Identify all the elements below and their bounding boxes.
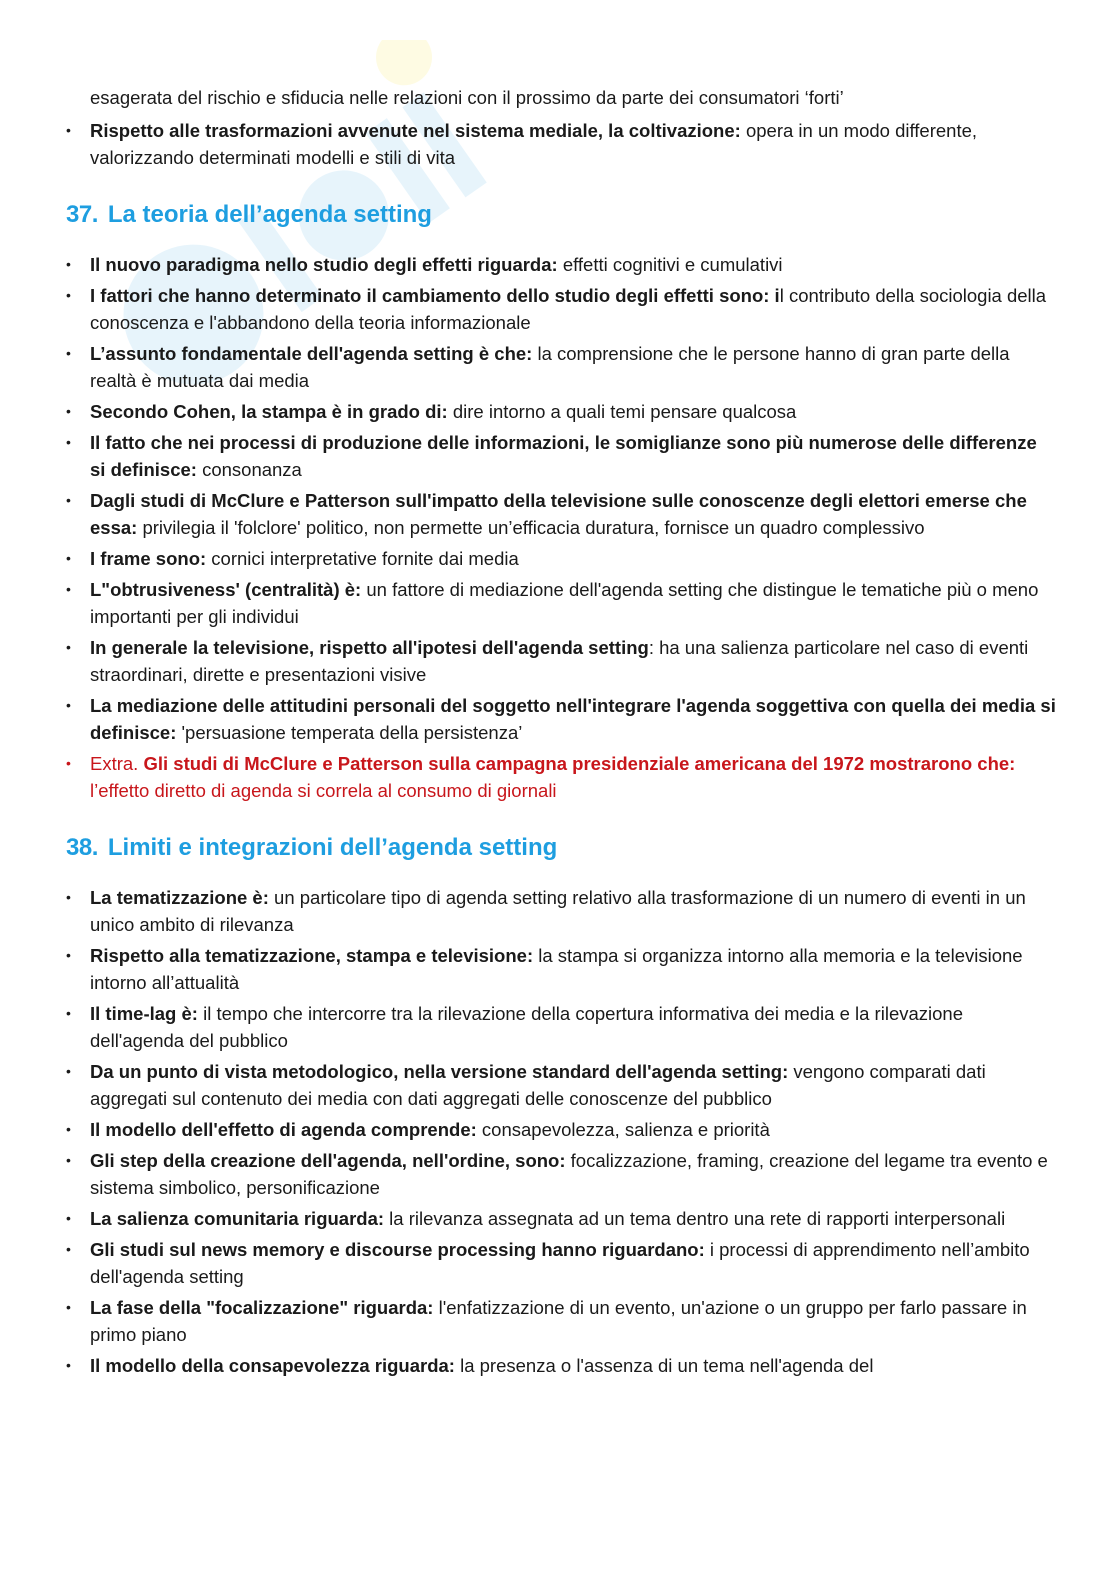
sections-container [66,199,1056,1379]
list-item [66,692,1056,746]
question-text: Il time-lag è: [90,1003,198,1024]
list-item [66,117,1056,171]
question-text: I fattori che hanno determinato il cambiamento dello studio degli effetti sono: i [90,285,780,306]
question-text: Gli studi di McClure e Patterson sulla campagna presidenziale americana del 1972 mostrarono che: [143,753,1016,774]
continuation-text: esagerata del rischio e sfiducia nelle relazioni con il prossimo da parte dei consumatori ‘forti’ [90,87,844,108]
list-item [66,1000,1056,1054]
question-text: Dagli studi di McClure e Patterson sull'impatto della televisione sulle conoscenze degli elettori emerse che essa: [90,490,1027,538]
answer-text: i processi di apprendimento nell’ambito dell'agenda setting [90,1239,1030,1287]
question-text: La tematizzazione è: [90,887,269,908]
answer-text: opera in un modo differente, valorizzando determinati modelli e stili di vita [90,120,978,168]
answer-text: l'enfatizzazione di un evento, un'azione o un gruppo per farlo passare in primo piano [90,1297,1027,1345]
section-heading [66,832,1056,864]
list-item [66,398,1056,425]
section-title: Limiti e integrazioni dell’agenda setting [107,834,558,861]
answer-text: il tempo che intercorre tra la rilevazione della copertura informativa dei media e la rilevazione dell'agenda del pubblico [90,1003,963,1051]
question-text: Il nuovo paradigma nello studio degli effetti riguarda: [90,254,558,275]
section-number: 38. [66,834,98,861]
answer-text: la stampa si organizza intorno alla memoria e la televisione intorno all’attualità [90,945,1023,993]
bullet-list [66,251,1056,804]
question-text: I frame sono: [90,548,207,569]
question-text: L"obtrusiveness' (centralità) è: [90,579,362,600]
answer-text: la presenza o l'assenza di un tema nell'agenda del [454,1355,874,1376]
bullet-list [66,884,1056,1379]
question-text: L’assunto fondamentale dell'agenda setting è che: [90,343,533,364]
question-text: La mediazione delle attitudini personali del soggetto nell'integrare l'agenda soggettiva con quella dei media si definisce: [90,695,1056,743]
list-item [66,1236,1056,1290]
question-text: Secondo Cohen, la stampa è in grado di: [90,401,448,422]
list-item [66,576,1056,630]
answer-text: focalizzazione, framing, creazione del legame tra evento e sistema simbolico, personificazione [90,1150,1048,1198]
top-bullet-list [66,117,1056,171]
answer-text: consonanza [196,459,302,480]
answer-text: un particolare tipo di agenda setting relativo alla trasformazione di un numero di eventi in un unico ambito di rilevanza [90,887,1026,935]
answer-text: un fattore di mediazione dell'agenda setting che distingue le tematiche più o meno importanti per gli individui [90,579,1039,627]
question-text: In generale la televisione, rispetto all'ipotesi dell'agenda setting [90,637,649,658]
list-item [66,634,1056,688]
question-text: Rispetto alle trasformazioni avvenute nel sistema mediale, la coltivazione: [90,120,741,141]
answer-text: 'persuasione temperata della persistenza’ [176,722,523,743]
answer-text: la rilevanza assegnata ad un tema dentro una rete di rapporti interpersonali [384,1208,1006,1229]
answer-text: privilegia il 'folclore' politico, non permette un’efficacia duratura, fornisce un quadro complessivo [137,517,925,538]
question-text: Il fatto che nei processi di produzione delle informazioni, le somiglianze sono più numerose delle differenze si definisce: [90,432,1037,480]
list-item [66,1116,1056,1143]
answer-text: consapevolezza, salienza e priorità [476,1119,770,1140]
list-item [66,545,1056,572]
answer-text: l’effetto diretto di agenda si correla al consumo di giornali [90,780,557,801]
answer-text: effetti cognitivi e cumulativi [557,254,783,275]
list-item [66,429,1056,483]
section-number: 37. [66,201,98,228]
list-item [66,282,1056,336]
question-text: Gli studi sul news memory e discourse processing hanno riguardano: [90,1239,705,1260]
list-item [66,340,1056,394]
question-text: Il modello della consapevolezza riguarda: [90,1355,455,1376]
question-text: Da un punto di vista metodologico, nella versione standard dell'agenda setting: [90,1061,789,1082]
answer-text: cornici interpretative fornite dai media [206,548,519,569]
answer-text: vengono comparati dati aggregati sul contenuto dei media con dati aggregati delle conoscenze del pubblico [90,1061,986,1109]
section-heading [66,199,1056,231]
answer-text: : ha una salienza particolare nel caso di eventi straordinari, dirette e presentazioni visive [90,637,1029,685]
list-item [66,1294,1056,1348]
list-item [66,487,1056,541]
list-item [66,251,1056,278]
document-content [66,84,1056,1383]
list-item [66,750,1056,804]
extra-label: Extra. [90,753,144,774]
list-item [66,1147,1056,1201]
question-text: Rispetto alla tematizzazione, stampa e televisione: [90,945,534,966]
answer-text: dire intorno a quali temi pensare qualcosa [447,401,797,422]
list-item [66,942,1056,996]
answer-text: l contributo della sociologia della conoscenza e l'abbandono della teoria informazionale [90,285,1047,333]
question-text: La fase della "focalizzazione" riguarda: [90,1297,434,1318]
list-item [66,1205,1056,1232]
list-item [66,884,1056,938]
question-text: Il modello dell'effetto di agenda comprende: [90,1119,477,1140]
answer-text: la comprensione che le persone hanno di gran parte della realtà è mutuata dai media [90,343,1010,391]
list-item [66,1352,1056,1379]
list-item [66,1058,1056,1112]
section-title: La teoria dell’agenda setting [107,201,432,228]
question-text: La salienza comunitaria riguarda: [90,1208,385,1229]
question-text: Gli step della creazione dell'agenda, nell'ordine, sono: [90,1150,566,1171]
